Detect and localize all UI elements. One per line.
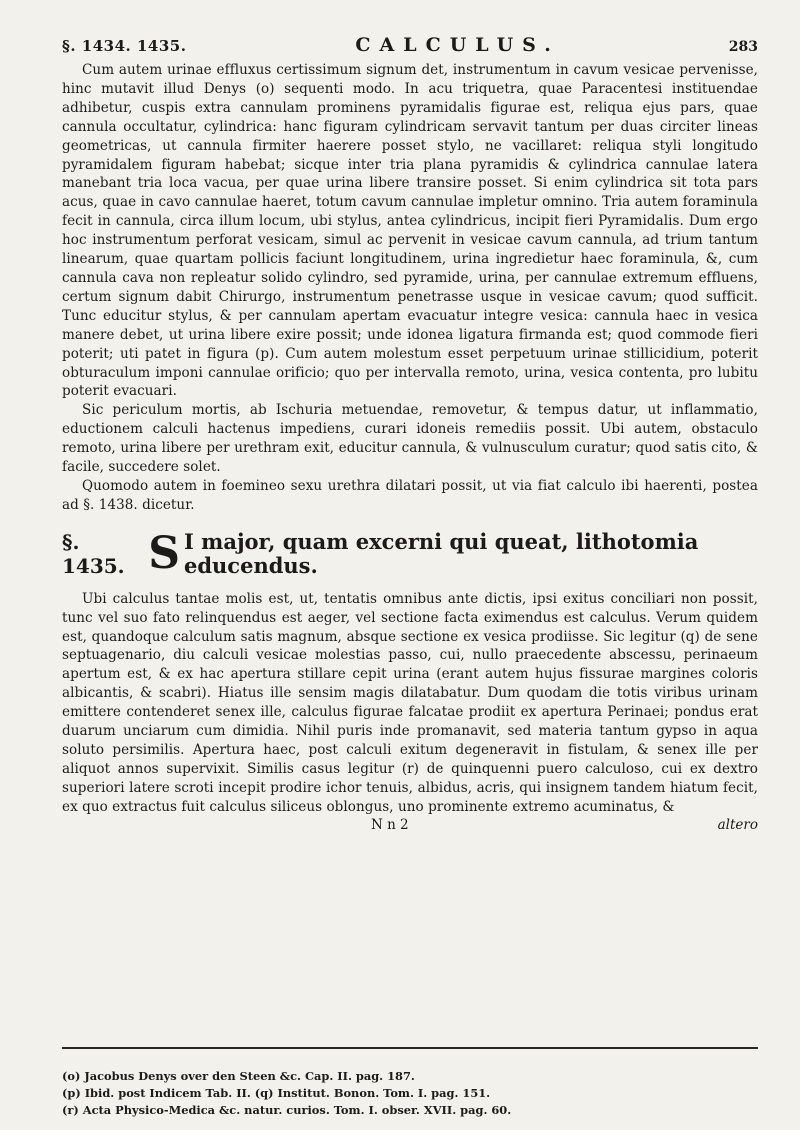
- paragraph: Cum autem urinae effluxus certissimum signum det, instrumentum in cavum vesicae pervenisse, hinc mutavit illud Denys (o) sequenti modo. In acu triquetra, quae Paracentesi instituendae adhibetur, cuspis extra cannulam prominens pyramidalis figurae est, reliqua ejus pars, quae cannula occultatur, cylindrica: hanc figuram cylindricam servavit tantum per duas circiter lineas geometricas, ut cannula firmiter haerere posset stylo, ne vacillaret: reliqua styli longitudo pyramidalem figuram habebat; sicque inter tria plana pyramidis & cylindrica cannulae latera manebant tria loca vacua, per quae urina libere transire posset. Si enim cylindrica sit tota pars acus, quae in cavo cannulae haeret, totum cavum cannulae impletur omnino. Tria autem foraminula fecit in cannula, circa illum locum, ubi stylus, antea cylindricus, incipit fieri Pyramidalis. Dum ergo hoc instrumentum perforat vesicam, simul ac pervenit in vesicae cavum cannula, ad trium tantum linearum, quae quartam pollicis faciunt longitudinem, urina ingredietur haec foraminula, &, cum cannula cava non repleatur solido cylindro, sed pyramide, urina, per cannulae extremum effluens, certum signum dabit Chirurgo, instrumentum penetrasse usque in vesicae cavum; quod sufficit. Tunc educitur stylus, & per cannulam apertam evacuatur integre vesica: cannula haec in vesica manere debet, ut urina libere exire possit; unde idonea ligatura firmanda est; quod commode fieri poterit; uti patet in figura (p). Cum autem molestum esset perpetuum urinae stillicidium, poterit obturaculum imponi cannulae orificio; quo per intervalla remoto, urina, vesica contenta, pro lubitu poterit evacuari.: [62, 62, 758, 400]
- running-title: CALCULUS.: [355, 34, 560, 56]
- signature-mark: N n 2: [370, 816, 409, 833]
- running-header: [62, 34, 758, 56]
- section-number: §. 1435.: [62, 529, 125, 578]
- footnote: (p) Ibid. post Indicem Tab. II. (q) Institut. Bonon. Tom. I. pag. 151.: [62, 1086, 491, 1100]
- footnote-rule: [62, 1047, 758, 1049]
- header-section-numbers: §. 1434. 1435.: [62, 37, 187, 55]
- section-heading: [62, 527, 758, 579]
- signature-line: [62, 817, 758, 833]
- footnote: (o) Jacobus Denys over den Steen &c. Cap. II. pag. 187.: [62, 1069, 415, 1083]
- paragraph: Ubi calculus tantae molis est, ut, tentatis omnibus ante dictis, ipsi exitus conciliari non possit, tunc vel suo fato relinquendus est aeger, vel sectione facta eximendus est calculus. Verum quidem est, quandoque calculum satis magnum, absque sectione ex vesica prodiisse. Sic legitur (q) de sene septuagenario, diu calculi vesicae molestias passo, cui, nullo praecedente abscessu, perinaeum apertum est, & ex hac apertura stillare cepit urina (erant autem hujus fissurae margines coloris albicantis, & scabri). Hiatus ille sensim magis dilatabatur. Dum quodam die totis viribus urinam emittere contenderet senex ille, calculus figurae falcatae prodiit ex apertura Perinaei; pondus erat duarum unciarum cum dimidia. Nihil puris inde promanavit, sed materia tantum gypso in aqua soluto persimilis. Apertura haec, post calculi exitum degeneravit in fistulam, & senex ille per aliquot annos supervixit. Similis casus legitur (r) de quinquenni puero calculoso, cui ex dextro superiori latere scroti incepit prodire ichor tenuis, albidus, acris, qui insignem tandem hiatum fecit, ex quo extractus fuit calculus siliceus oblongus, uno prominente extremo acuminatus, &: [62, 590, 758, 815]
- paragraph: Sic periculum mortis, ab Ischuria metuendae, removetur, & tempus datur, ut inflammatio, eductionem calculi hactenus impediens, curari idoneis remediis possit. Ubi autem, obstaculo remoto, urina libere per urethram exit, educitur cannula, & vulnusculum curatur; quod satis cito, & facile, succedere solet.: [62, 402, 758, 476]
- drop-cap: S: [148, 527, 180, 579]
- page-number: 283: [728, 39, 758, 55]
- book-page: [62, 34, 758, 1117]
- paragraph: Quomodo autem in foemineo sexu urethra dilatari possit, ut via fiat calculo ibi haerenti, postea ad §. 1438. dicetur.: [62, 477, 758, 513]
- footnote: (r) Acta Physico-Medica &c. natur. curios. Tom. I. obser. XVII. pag. 60.: [62, 1103, 512, 1117]
- section-heading-text: I major, quam excerni qui queat, lithotomia educendus.: [183, 528, 699, 578]
- footnotes: [62, 1068, 758, 1119]
- catchword: altero: [717, 816, 758, 833]
